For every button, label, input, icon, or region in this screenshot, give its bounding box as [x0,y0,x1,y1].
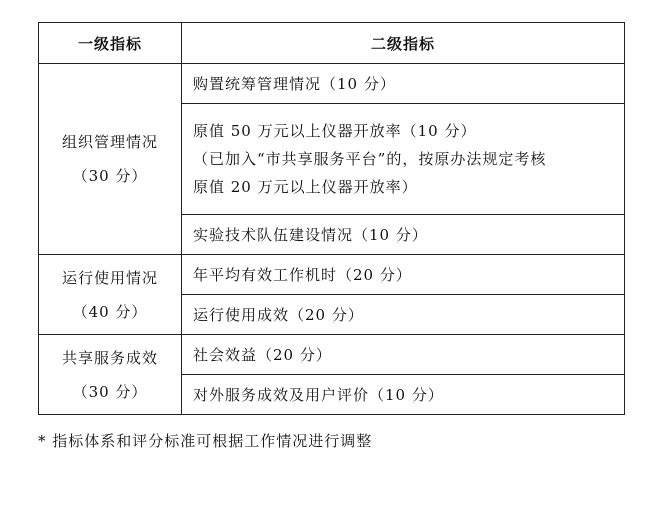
item-cell [182,335,625,375]
item-text: 原值 50 万元以上仪器开放率（10 分） [193,122,477,140]
category-name: 共享服务成效 [61,348,158,367]
item-text: 对外服务成效及用户评价（10 分） [193,386,444,404]
item-text: 实验技术队伍建设情况（10 分） [193,226,428,244]
category-cell [39,335,182,415]
item-cell [182,295,625,335]
item-text: 运行使用成效（20 分） [193,306,364,324]
category-score: （30 分） [72,382,148,401]
category-cell [39,64,182,255]
indicator-table [38,22,625,415]
item-cell [182,375,625,415]
category-name: 运行使用情况 [61,268,158,287]
item-cell [182,64,625,104]
item-note: 原值 20 万元以上仪器开放率） [193,178,418,196]
item-text: 购置统筹管理情况（10 分） [193,75,396,93]
header-row [39,23,625,64]
footnote: * 指标体系和评分标准可根据工作情况进行调整 [38,432,373,450]
header-level1: 一级指标 [39,23,182,64]
category-score: （40 分） [72,302,148,321]
item-cell [182,104,625,215]
category-cell [39,255,182,335]
item-text: 社会效益（20 分） [193,346,332,364]
table-row [39,64,625,104]
item-cell [182,215,625,255]
item-note: （已加入“市共享服务平台”的，按原办法规定考核 [193,150,547,168]
category-score: （30 分） [72,167,148,185]
item-cell [182,255,625,295]
category-name: 组织管理情况 [61,133,158,151]
table-row [39,335,625,375]
header-level2: 二级指标 [182,23,625,64]
table-row [39,255,625,295]
item-text: 年平均有效工作机时（20 分） [193,266,412,284]
